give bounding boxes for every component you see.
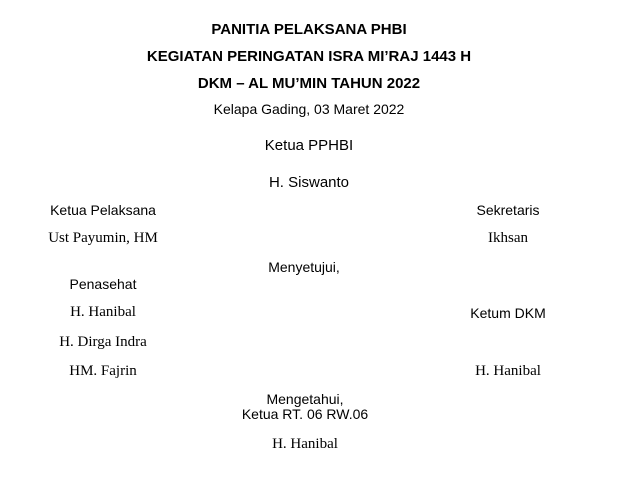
ketua-pelaksana-role: Ketua Pelaksana <box>50 202 156 218</box>
header-title-line2: KEGIATAN PERINGATAN ISRA MI’RAJ 1443 H <box>146 48 472 65</box>
mengetahui-label: Mengetahui, <box>266 391 344 407</box>
ketua-pphbi-name: H. Siswanto <box>268 174 350 191</box>
header-title-line1: PANITIA PELAKSANA PHBI <box>211 21 407 38</box>
ketua-rt-role: Ketua RT. 06 RW.06 <box>241 406 369 422</box>
sekretaris-name: Ikhsan <box>488 230 528 246</box>
place-date: Kelapa Gading, 03 Maret 2022 <box>213 101 405 117</box>
header-title-line3: DKM – AL MU’MIN TAHUN 2022 <box>197 75 421 92</box>
sekretaris-role: Sekretaris <box>476 202 540 218</box>
penasehat-name-1: H. Hanibal <box>70 304 136 320</box>
ketua-pelaksana-name: Ust Payumin, HM <box>48 230 158 246</box>
ketum-dkm-name: H. Hanibal <box>475 363 541 379</box>
penasehat-name-2: H. Dirga Indra <box>59 334 147 350</box>
menyetujui-label: Menyetujui, <box>268 259 340 275</box>
ketua-pphbi-role: Ketua PPHBI <box>264 137 354 154</box>
penasehat-name-3: HM. Fajrin <box>69 363 137 379</box>
ketum-dkm-role: Ketum DKM <box>470 305 546 321</box>
ketua-rt-name: H. Hanibal <box>272 436 338 452</box>
penasehat-role: Penasehat <box>69 276 137 292</box>
